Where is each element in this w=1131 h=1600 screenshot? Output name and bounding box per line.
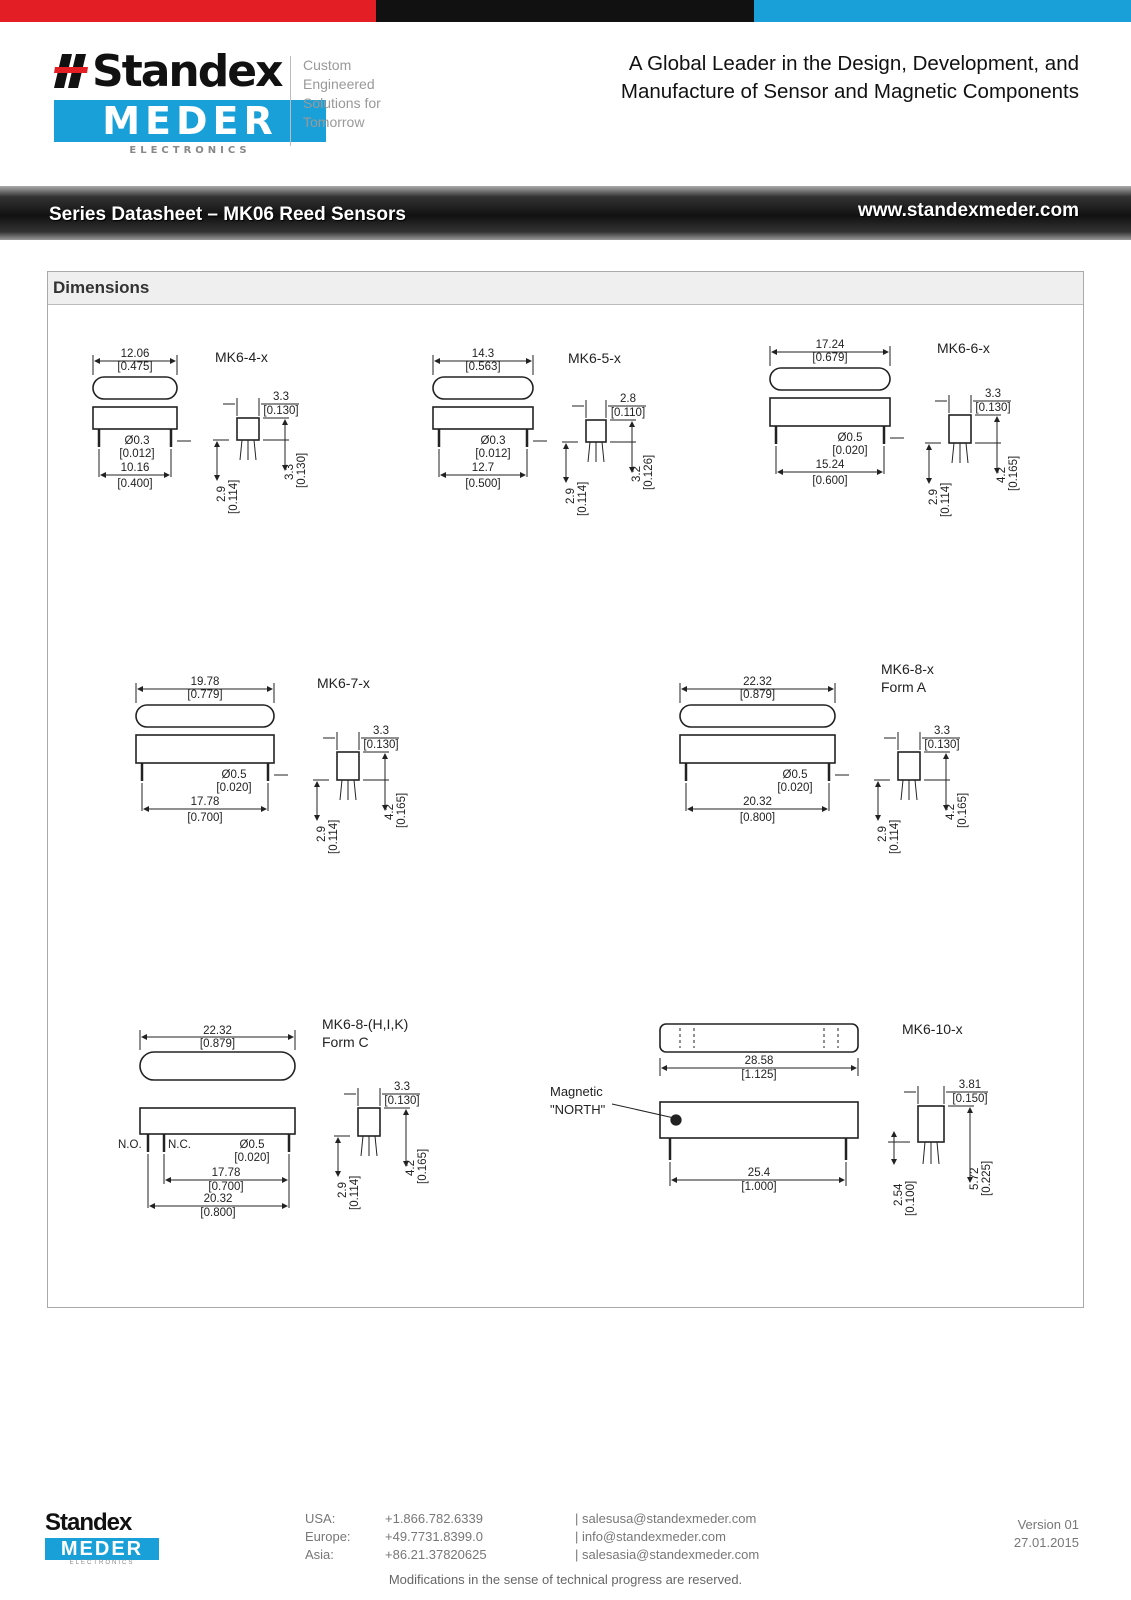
reed-end-view <box>949 415 971 443</box>
height-mm: 4.2 <box>945 804 957 820</box>
pitch-inch: [0.700] <box>187 812 223 824</box>
lead-length-inch: [0.114] <box>228 479 240 514</box>
length-mm: 28.58 <box>744 1055 774 1067</box>
pitch-inch: [1.000] <box>741 1181 777 1193</box>
footer-emails <box>575 1510 759 1564</box>
width-mm: 3.3 <box>985 388 1001 400</box>
part-name: MK6-4-x <box>215 349 268 365</box>
lead-length-mm: 2.9 <box>877 826 889 842</box>
reed-top-view <box>770 368 890 390</box>
footer-logo-meder: MEDER <box>45 1538 159 1560</box>
no-terminal-label: N.O. <box>118 1139 142 1151</box>
email-link[interactable]: | salesasia@standexmeder.com <box>575 1547 760 1562</box>
tagline-line: Engineered <box>303 76 375 92</box>
lead-length-inch: [0.114] <box>940 482 952 517</box>
lead <box>361 1136 363 1156</box>
height-mm: 4.2 <box>384 804 396 820</box>
lead-length-mm: 2.9 <box>316 826 328 842</box>
footer-logo-electronics: ELECTRONICS <box>69 1560 135 1566</box>
length-mm: 12.06 <box>120 348 150 360</box>
pin-diameter-inch: [0.012] <box>119 448 155 460</box>
pin-diameter-mm: Ø0.5 <box>782 769 808 781</box>
pin-diameter-inch: [0.020] <box>777 782 813 794</box>
pitch2-mm: 20.32 <box>203 1193 233 1205</box>
north-label: "NORTH" <box>550 1102 606 1117</box>
length-mm: 22.32 <box>203 1025 232 1037</box>
length-mm: 19.78 <box>190 676 220 688</box>
reed-side-view <box>136 735 274 763</box>
length-inch: [1.125] <box>741 1069 777 1081</box>
width-mm: 2.8 <box>620 393 636 405</box>
pitch-mm: 15.24 <box>815 459 845 471</box>
reed-side-view <box>93 407 177 429</box>
headline-line-2: Manufacture of Sensor and Magnetic Components <box>620 80 1079 103</box>
lead <box>923 1142 925 1164</box>
email-link[interactable]: | salesusa@standexmeder.com <box>575 1511 757 1526</box>
lead-length-inch: [0.114] <box>577 481 589 516</box>
lead <box>240 440 242 460</box>
reed-top-view <box>136 705 274 727</box>
length-inch: [0.779] <box>187 689 223 701</box>
lead <box>254 440 256 460</box>
region-label: USA: <box>305 1511 336 1526</box>
reed-top-view <box>140 1052 295 1080</box>
footer-phones <box>385 1510 487 1564</box>
lead <box>915 780 917 800</box>
version-date: 27.01.2015 <box>1013 1535 1079 1550</box>
dim-line <box>612 1104 674 1118</box>
height-inch: [0.130] <box>296 452 308 488</box>
reed-side-view <box>680 735 835 763</box>
pin-diameter-inch: [0.020] <box>234 1152 270 1164</box>
width-mm: 3.3 <box>273 391 289 403</box>
footer <box>0 1500 1131 1600</box>
reed-end-view <box>898 752 920 780</box>
pin-diameter-mm: Ø0.5 <box>239 1139 265 1151</box>
part-name: MK6-7-x <box>317 675 370 691</box>
lead-length-inch: [0.100] <box>905 1180 917 1216</box>
pitch1-mm: 17.78 <box>211 1167 241 1179</box>
reed-top-view <box>660 1024 858 1052</box>
width-inch: [0.130] <box>363 739 399 751</box>
height-inch: [0.165] <box>417 1148 429 1184</box>
part-name: MK6-8-x <box>881 661 934 677</box>
pin-diameter-inch: [0.020] <box>216 782 252 794</box>
width-inch: [0.150] <box>952 1093 988 1105</box>
width-inch: [0.130] <box>924 739 960 751</box>
height-mm: 5.72 <box>969 1167 981 1190</box>
nc-terminal-label: N.C. <box>168 1139 191 1151</box>
height-inch: [0.126] <box>643 454 655 490</box>
region-label: Asia: <box>305 1547 334 1562</box>
height-mm: 4.2 <box>405 1160 417 1176</box>
part-form: Form A <box>881 679 927 695</box>
pitch2-inch: [0.800] <box>200 1207 236 1219</box>
logo-standex-text: Standex <box>92 46 282 97</box>
length-inch: [0.475] <box>117 361 153 373</box>
height-mm: 3.2 <box>631 466 643 482</box>
lead <box>588 442 590 462</box>
lead <box>602 442 604 462</box>
length-mm: 22.32 <box>743 676 772 688</box>
part-name: MK6-8-(H,I,K) <box>322 1016 409 1032</box>
lead-length-mm: 2.9 <box>565 488 577 504</box>
pitch-mm: 10.16 <box>120 462 150 474</box>
lead <box>952 443 954 463</box>
length-mm: 17.24 <box>815 339 845 351</box>
length-inch: [0.879] <box>199 1038 236 1050</box>
email-link[interactable]: | info@standexmeder.com <box>575 1529 726 1544</box>
pitch-inch: [0.400] <box>117 478 153 490</box>
reed-end-view <box>358 1108 380 1136</box>
height-inch: [0.165] <box>957 792 969 828</box>
reed-top-view <box>433 377 533 399</box>
pin-diameter-inch: [0.020] <box>832 445 868 457</box>
north-marker <box>671 1115 681 1125</box>
part-name: MK6-6-x <box>937 340 990 356</box>
reed-side-view <box>140 1108 295 1134</box>
tagline-line: Tomorrow <box>303 114 365 130</box>
reed-side-view <box>660 1102 858 1138</box>
pitch-inch: [0.800] <box>739 812 776 824</box>
lead-length-mm: 2.9 <box>928 489 940 505</box>
lead-length-inch: [0.114] <box>328 819 340 854</box>
version-label: Version 01 <box>1017 1517 1079 1532</box>
length-inch: [0.679] <box>812 352 848 364</box>
height-mm: 3.3 <box>284 464 296 480</box>
lead <box>901 780 903 800</box>
reed-side-view <box>770 398 890 426</box>
pin-diameter-mm: Ø0.5 <box>837 432 863 444</box>
lead-length-mm: 2.54 <box>893 1183 905 1206</box>
footer-logo-standex: Standex <box>45 1509 132 1536</box>
phone-number: +86.21.37820625 <box>385 1547 487 1562</box>
pin-diameter-mm: Ø0.3 <box>124 435 150 447</box>
reed-end-view <box>586 420 606 442</box>
reed-top-view <box>680 705 835 727</box>
width-mm: 3.3 <box>373 725 389 737</box>
disclaimer: Modifications in the sense of technical progress are reserved. <box>388 1572 743 1587</box>
footer-regions <box>305 1510 351 1564</box>
reed-end-view <box>237 418 259 440</box>
headline-line-1: A Global Leader in the Design, Development, and <box>628 52 1079 75</box>
logo-electronics: ELECTRONICS <box>129 145 251 156</box>
pin-diameter-mm: Ø0.5 <box>221 769 247 781</box>
reed-end-view <box>337 752 359 780</box>
length-inch: [0.879] <box>739 689 776 701</box>
magnetic-label: Magnetic <box>550 1084 603 1099</box>
width-mm: 3.81 <box>958 1079 982 1091</box>
lead <box>966 443 968 463</box>
lead <box>937 1142 939 1164</box>
width-inch: [0.130] <box>263 405 299 417</box>
pitch-mm: 25.4 <box>747 1167 771 1179</box>
tagline-line: Solutions for <box>303 95 381 111</box>
pitch-inch: [0.500] <box>465 478 501 490</box>
version-info <box>1014 1516 1079 1552</box>
lead-length-inch: [0.114] <box>349 1175 361 1210</box>
height-mm: 4.2 <box>996 467 1008 483</box>
reed-top-view <box>93 377 177 399</box>
pitch-mm: 17.78 <box>190 796 220 808</box>
width-inch: [0.130] <box>384 1095 420 1107</box>
width-inch: [0.110] <box>610 407 646 419</box>
reed-side-view <box>433 407 533 429</box>
reed-end-view <box>918 1106 944 1142</box>
height-inch: [0.165] <box>396 792 408 828</box>
lead-length-mm: 2.9 <box>216 486 228 502</box>
region-label: Europe: <box>305 1529 351 1544</box>
part-form: Form C <box>322 1034 369 1050</box>
part-name: MK6-5-x <box>568 350 621 366</box>
length-mm: 14.3 <box>471 348 495 360</box>
lead <box>375 1136 377 1156</box>
section-title: Dimensions <box>48 272 1083 305</box>
pitch-inch: [0.600] <box>812 475 848 487</box>
length-inch: [0.563] <box>465 361 501 373</box>
width-mm: 3.3 <box>394 1081 410 1093</box>
phone-number: +1.866.782.6339 <box>385 1511 483 1526</box>
pitch1-inch: [0.700] <box>208 1181 244 1193</box>
height-inch: [0.165] <box>1008 455 1020 491</box>
lead-length-inch: [0.114] <box>889 819 901 854</box>
pitch-mm: 12.7 <box>471 462 495 474</box>
lead-length-mm: 2.9 <box>337 1182 349 1198</box>
phone-number: +49.7731.8399.0 <box>385 1529 483 1544</box>
width-inch: [0.130] <box>975 402 1011 414</box>
lead <box>354 780 356 800</box>
tagline-line: Custom <box>303 57 352 73</box>
pitch-mm: 20.32 <box>743 796 772 808</box>
pin-diameter-mm: Ø0.3 <box>480 435 506 447</box>
logo-meder: MEDER <box>54 100 326 142</box>
pin-diameter-inch: [0.012] <box>475 448 511 460</box>
part-name: MK6-10-x <box>902 1021 963 1037</box>
footer-logo <box>45 1510 175 1566</box>
lead <box>340 780 342 800</box>
height-inch: [0.225] <box>981 1160 993 1196</box>
website-link[interactable]: www.standexmeder.com <box>857 200 1079 221</box>
datasheet-title: Series Datasheet – MK06 Reed Sensors <box>49 204 406 225</box>
width-mm: 3.3 <box>934 725 950 737</box>
